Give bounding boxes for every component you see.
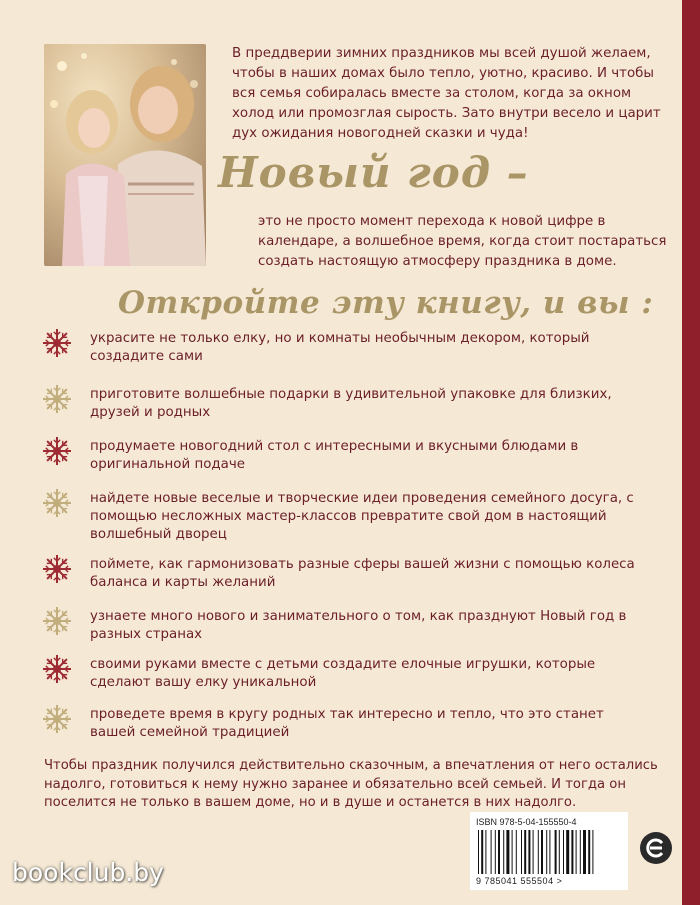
snowflake-icon <box>40 702 74 736</box>
publisher-logo-icon <box>640 832 672 864</box>
benefit-text: украсите не только елку, но и комнаты необычным декором, который создадите сами <box>90 331 590 364</box>
snowflake-icon <box>40 604 74 638</box>
snowflake-icon <box>40 652 74 686</box>
benefit-text: найдете новые веселые и творческие идеи проведения семейного досуга, с помощью несложных мастер-классов превратите свой дом в настоящий волшебный дворец <box>90 491 634 542</box>
side-color-band <box>682 0 700 905</box>
barcode <box>470 812 628 890</box>
isbn-label: ISBN 978-5-04-155550-4 <box>476 817 577 827</box>
cover-photo <box>44 44 206 266</box>
barcode-bars <box>478 830 620 874</box>
benefit-text: поймете, как гармонизовать разные сферы вашей жизни с помощью колеса баланса и карты желаний <box>90 557 635 590</box>
snowflake-icon <box>40 434 74 468</box>
benefits-heading: Откройте эту книгу, и вы : <box>118 285 654 321</box>
benefit-text: узнаете много нового и занимательного о том, как празднуют Новый год в разных странах <box>90 609 627 642</box>
closing-paragraph: Чтобы праздник получился действительно сказочным, а впечатления от него остались надолго, готовиться к нему нужно заранее и обязательно всей семьей. И тогда он поселится не только в вашем доме, но и в душе и останется в них надолго. <box>44 758 658 810</box>
title-continuation: это не просто момент перехода к новой цифре в календаре, а волшебное время, когда стоит постараться создать настоящую атмосферу праздника в доме. <box>258 214 667 269</box>
snowflake-icon <box>40 326 74 360</box>
barcode-number: 9 785041 555504 > <box>476 876 563 886</box>
benefit-text: своими руками вместе с детьми создадите елочные игрушки, которые сделают вашу елку уникальной <box>90 657 596 690</box>
script-title: Новый год – <box>218 148 529 197</box>
snowflake-icon <box>40 552 74 586</box>
watermark: bookclub.by <box>12 858 164 887</box>
benefit-text: проведете время в кругу родных так интересно и тепло, что это станет вашей семейной традицией <box>90 707 604 740</box>
snowflake-icon <box>40 486 74 520</box>
snowflake-icon <box>40 382 74 416</box>
benefit-text: приготовите волшебные подарки в удивительной упаковке для близких, друзей и родных <box>90 387 612 420</box>
intro-paragraph: В преддверии зимних праздников мы всей душой желаем, чтобы в наших домах было тепло, уютно, красиво. И чтобы вся семья собиралась вместе за столом, когда за окном холод или промозглая сырость. Зато внутри весело и царит дух ожидания новогодней сказки и чуда! <box>232 46 661 141</box>
benefit-text: продумаете новогодний стол с интересными и вкусными блюдами в оригинальной подаче <box>90 439 579 472</box>
